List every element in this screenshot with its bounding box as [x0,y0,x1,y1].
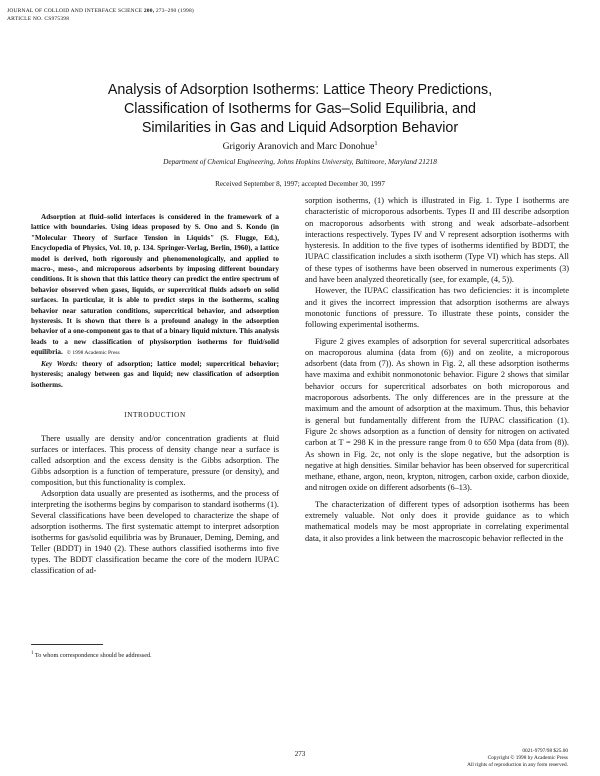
footnote-mark: 1 [31,651,34,656]
affiliation: Department of Chemical Engineering, Johns Hopkins University, Baltimore, Maryland 21218 [163,157,437,166]
keywords [31,359,279,390]
author-names: Grigoriy Aranovich and Marc Donohue [222,141,375,153]
journal-pages-year: 273–290 (1998) [155,8,194,14]
paper-title [40,81,560,138]
keywords-text: theory of adsorption; lattice model; supercritical behavior; hysteresis; analogy between gas and liquid; new classification of adsorption isotherms. [31,359,279,389]
body-paragraph-3: Figure 2 gives examples of adsorption for several supercritical adsorbates on macroporous alumina (data from (6)) and on zeolite, a microporous adsorbent (data from (7)). As shown in Fig. 2, all these adsorption isotherms have maxima and exhibit nonmonotonic behavior. Figure 2 shows that similar behavior occurs for supercritical adsorbates on both microporous and macroporous adsorbents. The only differences are in the pressure at the maximum and the amount of adsorption at the maximum. Thus, this behavior is general but fundamentally different from the IUPAC classification (1). Figure 2c shows adsorption as a function of density for nitrogen on activated carbon at T = 298 K in the pressure range from 0 to 650 Mpa (data from (8)). As shown in Fig. 2c, not only is the slope negative, but the adsorption is negative at high densities. Similar behavior has been observed for supercritical methane, ethane, argon, neon, krypton, nitrogen, carbon oxide, carbon dioxide, and nitrogen oxide on different adsorbents (6–13). [305,336,569,493]
right-column [305,195,569,544]
keywords-label: Key Words: [41,359,78,368]
page-number: 273 [294,750,306,758]
issn-price: 0021-9797/98 $25.00 [522,748,568,754]
journal-citation [7,7,194,15]
abstract [31,212,279,359]
section-heading-introduction: INTRODUCTION [124,410,186,419]
author-footnote-mark: 1 [374,141,378,147]
title-line-2: Classification of Isotherms for Gas–Solid Equilibria, and [123,101,477,117]
footnote-divider [31,644,103,645]
journal-volume: 200, [143,8,155,14]
footer-rights: All rights of reproduction in any form reserved. [467,762,568,769]
title-line-3: Similarities in Gas and Liquid Adsorption Behavior [141,120,459,136]
footnote-text: To whom correspondence should be addressed. [34,652,152,660]
body-paragraph-2: However, the IUPAC classification has two deficiencies: it is incomplete and it gives the incorrect impression that adsorption isotherms are always monotonic functions of pressure. To illustrate these points, consider the following experimental isotherms. [305,286,569,330]
footnote [31,651,279,659]
authors [0,141,600,152]
body-paragraph-4: The characterization of different types of adsorption isotherms has been extremely valuable. Not only does it provide guidance as to which mathematical models may be most appropriate in correlating experimental data, it also provides a link between the macroscopic behavior reflected in the [305,499,569,543]
journal-name: JOURNAL OF COLLOID AND INTERFACE SCIENCE [7,8,143,14]
abstract-copyright: © 1998 Academic Press [66,350,120,357]
article-number: ARTICLE NO. CS975398 [7,16,70,22]
body-paragraph-1: sorption isotherms, (1) which is illustrated in Fig. 1. Type I isotherms are characteristic of microporous adsorbents. Types II and III describe adsorption on macroporous adsorbents with strong and weak adsorbate–adsorbent interactions respectively. Types IV and V represent adsorption isotherms with hysteresis. In addition to the five types of isotherms identified by BDDT, the IUPAC classification includes a sixth isotherm (Type VI) which has steps. All of these types of isotherms have been observed in numerous experiments (3) and have been analyzed theoretically (see, for example, (4, 5)). [305,196,569,285]
intro-paragraph-1: There usually are density and/or concentration gradients at fluid surfaces or interfaces. This process of density change near a surface is called adsorption and the excess density is the Gibbs adsorption. The Gibbs adsorption is a function of temperature, pressure (or density), and composition, but this functionality is complex. [31,433,279,488]
title-line-1: Analysis of Adsorption Isotherms: Lattice Theory Predictions, [107,82,493,98]
publisher-info [467,748,568,770]
intro-paragraph-2: Adsorption data usually are presented as isotherms, and the process of interpreting the isotherms begins by comparison to standard isotherms (1). Several classifications have been developed to characterize the shape of adsorption isotherms. The first systematic attempt to interpret adsorption isotherms for gas/solid equilibria was by Brunauer, Deming, Deming, and Teller (BDDT) in 1940 (2). These authors classified isotherms into five types. The BDDT classification became the core of the modern IUPAC classification of ad- [31,489,279,576]
footer-copyright: Copyright © 1998 by Academic Press [487,755,568,762]
left-column [31,212,279,577]
abstract-text: Adsorption at fluid–solid interfaces is considered in the framework of a lattice with boundaries. Using ideas proposed by S. Ono and S. Kondo (in "Molecular Theory of Surface Tension in Liquids" (S. Flugge, Ed.), Encyclopedia of Physics, Vol. 10, p. 134. Springer-Verlag, Berlin, 1960), a lattice model is derived, both rigorously and phenomenologically, and applied to macro-, meso-, and microporous adsorbents by imposing different boundary conditions. It is shown that this lattice theory can predict the entire spectrum of behavior observed when gases, liquids, or supercritical fluids adsorb on solid surfaces. In particular, it is able to predict steps in the isotherms, scaling behavior near saturation conditions, supercritical behavior, and adsorption hysteresis. It is shown that there is a profound analogy in the adsorption behavior of a one-component gas to that of a binary liquid mixture. This analysis leads to a new classification of physisorption isotherms for fluid/solid equilibria. [31,213,279,357]
received-date: Received September 8, 1997; accepted December 30, 1997 [215,180,385,188]
